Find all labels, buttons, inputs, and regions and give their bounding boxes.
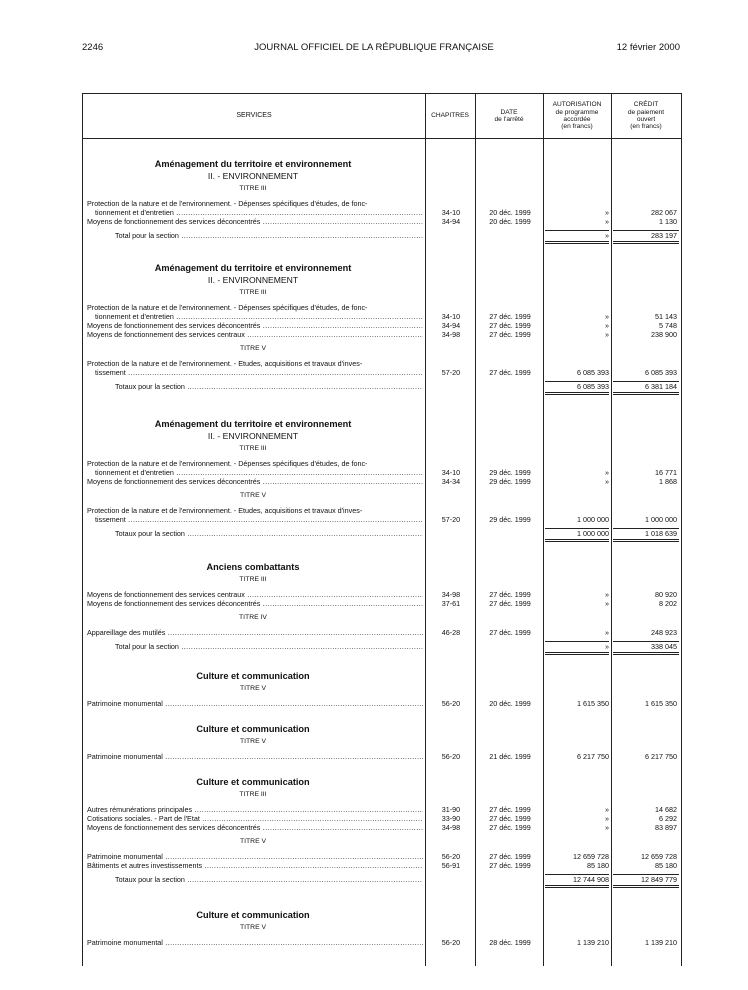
chapitre-cell: 57-20 — [441, 368, 461, 377]
date-cell: 20 déc. 1999 — [489, 217, 531, 226]
chapitre-cell: 34-98 — [441, 590, 461, 599]
autorisation-cell: 1 615 350 — [577, 699, 609, 708]
date-cell: 27 déc. 1999 — [489, 599, 531, 608]
section-title: Culture et communication — [196, 910, 310, 920]
total-label: Totaux pour la section ..... — [115, 382, 423, 391]
column-divider — [425, 94, 426, 966]
journal-title: JOURNAL OFFICIEL DE LA RÉPUBLIQUE FRANÇAISE — [254, 42, 494, 53]
titre-label: TITRE V — [239, 685, 267, 692]
chapitre-cell: 46-28 — [441, 628, 461, 637]
date-cell: 27 déc. 1999 — [489, 312, 531, 321]
chapitre-cell: 34-94 — [441, 217, 461, 226]
service-label: Autres rémunérations principales ..... — [87, 805, 423, 814]
service-label: Moyens de fonctionnement des services centraux ..... — [87, 590, 423, 599]
service-label: Patrimoine monumental ..... — [87, 852, 423, 861]
total-autorisation: » — [605, 642, 609, 651]
service-label: Patrimoine monumental ..... — [87, 699, 423, 708]
autorisation-cell: » — [605, 468, 609, 477]
section-title: Aménagement du territoire et environnement — [154, 263, 352, 273]
titre-label: TITRE V — [239, 838, 267, 845]
chapitre-cell: 56-20 — [441, 852, 461, 861]
date-cell: 21 déc. 1999 — [489, 752, 531, 761]
service-label: Bâtiments et autres investissements ..... — [87, 861, 423, 870]
autorisation-cell: 6 085 393 — [577, 368, 609, 377]
total-credit: 12 849 779 — [641, 875, 677, 884]
date-cell: 28 déc. 1999 — [489, 938, 531, 947]
service-label: tissement ..... — [95, 368, 423, 377]
chapitre-cell: 56-91 — [441, 861, 461, 870]
credit-cell: 248 923 — [651, 628, 677, 637]
chapitre-cell: 34-10 — [441, 208, 461, 217]
titre-label: TITRE III — [239, 791, 267, 798]
total-rule — [545, 539, 609, 542]
total-label: Total pour la section ..... — [115, 231, 423, 240]
credit-cell: 1 139 210 — [645, 938, 677, 947]
service-label: Protection de la nature et de l'environnement. - Etudes, acquisitions et travaux d'inves- — [87, 506, 363, 515]
autorisation-cell: » — [605, 217, 609, 226]
credits-table — [82, 93, 682, 966]
service-label: tissement ..... — [95, 515, 423, 524]
column-divider — [543, 94, 544, 966]
chapitre-cell: 33-90 — [441, 814, 461, 823]
titre-label: TITRE III — [239, 576, 267, 583]
section-subtitle: II. - ENVIRONNEMENT — [207, 171, 299, 181]
credit-cell: 1 000 000 — [645, 515, 677, 524]
autorisation-cell: » — [605, 814, 609, 823]
date-cell: 29 déc. 1999 — [489, 468, 531, 477]
total-label: Totaux pour la section ..... — [115, 875, 423, 884]
total-rule — [613, 241, 679, 244]
date-cell: 27 déc. 1999 — [489, 628, 531, 637]
service-label: Protection de la nature et de l'environnement. - Dépenses spécifiques d'études, de fonc- — [87, 303, 368, 312]
date-cell: 27 déc. 1999 — [489, 823, 531, 832]
total-credit: 6 381 184 — [645, 382, 677, 391]
service-label: Moyens de fonctionnement des services déconcentrés ..... — [87, 217, 423, 226]
service-label: Moyens de fonctionnement des services déconcentrés ..... — [87, 823, 423, 832]
chapitre-cell: 57-20 — [441, 515, 461, 524]
total-label: Totaux pour la section ..... — [115, 529, 423, 538]
header-chapitres: CHAPITRES — [431, 112, 469, 120]
service-label: Moyens de fonctionnement des services déconcentrés ..... — [87, 599, 423, 608]
chapitre-cell: 56-20 — [441, 938, 461, 947]
credit-cell: 238 900 — [651, 330, 677, 339]
credit-cell: 14 682 — [655, 805, 677, 814]
titre-label: TITRE V — [239, 492, 267, 499]
autorisation-cell: » — [605, 590, 609, 599]
date-cell: 20 déc. 1999 — [489, 208, 531, 217]
header-date: DATE de l'arrêté — [494, 108, 524, 123]
credit-cell: 12 659 728 — [641, 852, 677, 861]
header-credit: CRÉDIT de paiement ouvert (en francs) — [627, 101, 665, 131]
chapitre-cell: 34-98 — [441, 330, 461, 339]
titre-label: TITRE V — [239, 738, 267, 745]
total-autorisation: 6 085 393 — [577, 382, 609, 391]
date-cell: 27 déc. 1999 — [489, 852, 531, 861]
section-title: Culture et communication — [196, 671, 310, 681]
service-label: Cotisations sociales. - Part de l'Etat ..... — [87, 814, 423, 823]
credit-cell: 282 067 — [651, 208, 677, 217]
section-title: Aménagement du territoire et environnement — [154, 419, 352, 429]
autorisation-cell: » — [605, 599, 609, 608]
credit-cell: 8 202 — [659, 599, 677, 608]
total-credit: 1 018 639 — [645, 529, 677, 538]
service-label: Protection de la nature et de l'environnement. - Dépenses spécifiques d'études, de fonc- — [87, 199, 368, 208]
chapitre-cell: 37-61 — [441, 599, 461, 608]
credit-cell: 80 920 — [655, 590, 677, 599]
titre-label: TITRE V — [239, 345, 267, 352]
section-subtitle: II. - ENVIRONNEMENT — [207, 431, 299, 441]
date-cell: 27 déc. 1999 — [489, 814, 531, 823]
total-label: Total pour la section ..... — [115, 642, 423, 651]
credit-cell: 6 292 — [659, 814, 677, 823]
credit-cell: 51 143 — [655, 312, 677, 321]
date-cell: 27 déc. 1999 — [489, 805, 531, 814]
total-rule — [545, 241, 609, 244]
autorisation-cell: » — [605, 823, 609, 832]
credit-cell: 1 615 350 — [645, 699, 677, 708]
total-rule — [613, 885, 679, 888]
total-rule — [613, 392, 679, 395]
credit-cell: 1 130 — [659, 217, 677, 226]
autorisation-cell: 85 180 — [587, 861, 609, 870]
credit-cell: 6 085 393 — [645, 368, 677, 377]
autorisation-cell: » — [605, 321, 609, 330]
autorisation-cell: 12 659 728 — [573, 852, 609, 861]
autorisation-cell: » — [605, 330, 609, 339]
total-rule — [613, 652, 679, 655]
page-number: 2246 — [82, 42, 104, 53]
autorisation-cell: » — [605, 477, 609, 486]
section-title: Aménagement du territoire et environnement — [154, 159, 352, 169]
service-label: Protection de la nature et de l'environnement. - Etudes, acquisitions et travaux d'inves- — [87, 359, 363, 368]
chapitre-cell: 56-20 — [441, 752, 461, 761]
section-subtitle: II. - ENVIRONNEMENT — [207, 275, 299, 285]
date-cell: 29 déc. 1999 — [489, 515, 531, 524]
chapitre-cell: 34-34 — [441, 477, 461, 486]
autorisation-cell: 6 217 750 — [577, 752, 609, 761]
credit-cell: 16 771 — [655, 468, 677, 477]
date-cell: 27 déc. 1999 — [489, 330, 531, 339]
credit-cell: 85 180 — [655, 861, 677, 870]
autorisation-cell: » — [605, 312, 609, 321]
service-label: Appareillage des mutilés ..... — [87, 628, 423, 637]
date-cell: 27 déc. 1999 — [489, 368, 531, 377]
service-label: Patrimoine monumental ..... — [87, 752, 423, 761]
titre-label: TITRE III — [239, 289, 267, 296]
total-autorisation: 1 000 000 — [577, 529, 609, 538]
service-label: tionnement et d'entretien ..... — [95, 468, 423, 477]
section-title: Anciens combattants — [206, 562, 300, 572]
service-label: Patrimoine monumental ..... — [87, 938, 423, 947]
autorisation-cell: » — [605, 805, 609, 814]
autorisation-cell: » — [605, 628, 609, 637]
total-autorisation: 12 744 908 — [573, 875, 609, 884]
titre-label: TITRE III — [239, 445, 267, 452]
credit-cell: 6 217 750 — [645, 752, 677, 761]
header-services: SERVICES — [236, 112, 272, 120]
date-cell: 29 déc. 1999 — [489, 477, 531, 486]
chapitre-cell: 34-10 — [441, 312, 461, 321]
total-autorisation: » — [605, 231, 609, 240]
date-cell: 27 déc. 1999 — [489, 321, 531, 330]
total-rule — [545, 652, 609, 655]
date-cell: 27 déc. 1999 — [489, 861, 531, 870]
chapitre-cell: 34-98 — [441, 823, 461, 832]
service-label: Moyens de fonctionnement des services déconcentrés ..... — [87, 477, 423, 486]
autorisation-cell: » — [605, 208, 609, 217]
total-credit: 338 045 — [651, 642, 677, 651]
total-rule — [545, 885, 609, 888]
chapitre-cell: 34-10 — [441, 468, 461, 477]
header-autorisation: AUTORISATION de programme accordée (en francs) — [552, 101, 602, 131]
titre-label: TITRE V — [239, 924, 267, 931]
date-cell: 27 déc. 1999 — [489, 590, 531, 599]
service-label: tionnement et d'entretien ..... — [95, 312, 423, 321]
service-label: Moyens de fonctionnement des services centraux ..... — [87, 330, 423, 339]
service-label: Moyens de fonctionnement des services déconcentrés ..... — [87, 321, 423, 330]
credit-cell: 5 748 — [659, 321, 677, 330]
total-rule — [613, 539, 679, 542]
service-label: tionnement et d'entretien ..... — [95, 208, 423, 217]
table-header — [83, 94, 681, 139]
autorisation-cell: 1 139 210 — [577, 938, 609, 947]
credit-cell: 83 897 — [655, 823, 677, 832]
credit-cell: 1 868 — [659, 477, 677, 486]
section-title: Culture et communication — [196, 724, 310, 734]
section-title: Culture et communication — [196, 777, 310, 787]
autorisation-cell: 1 000 000 — [577, 515, 609, 524]
titre-label: TITRE IV — [239, 614, 267, 621]
total-rule — [545, 392, 609, 395]
chapitre-cell: 31-90 — [441, 805, 461, 814]
titre-label: TITRE III — [239, 185, 267, 192]
chapitre-cell: 34-94 — [441, 321, 461, 330]
chapitre-cell: 56-20 — [441, 699, 461, 708]
date-cell: 20 déc. 1999 — [489, 699, 531, 708]
total-credit: 283 197 — [651, 231, 677, 240]
column-divider — [611, 94, 612, 966]
column-divider — [475, 94, 476, 966]
page-date: 12 février 2000 — [616, 42, 680, 53]
service-label: Protection de la nature et de l'environnement. - Dépenses spécifiques d'études, de fonc- — [87, 459, 368, 468]
